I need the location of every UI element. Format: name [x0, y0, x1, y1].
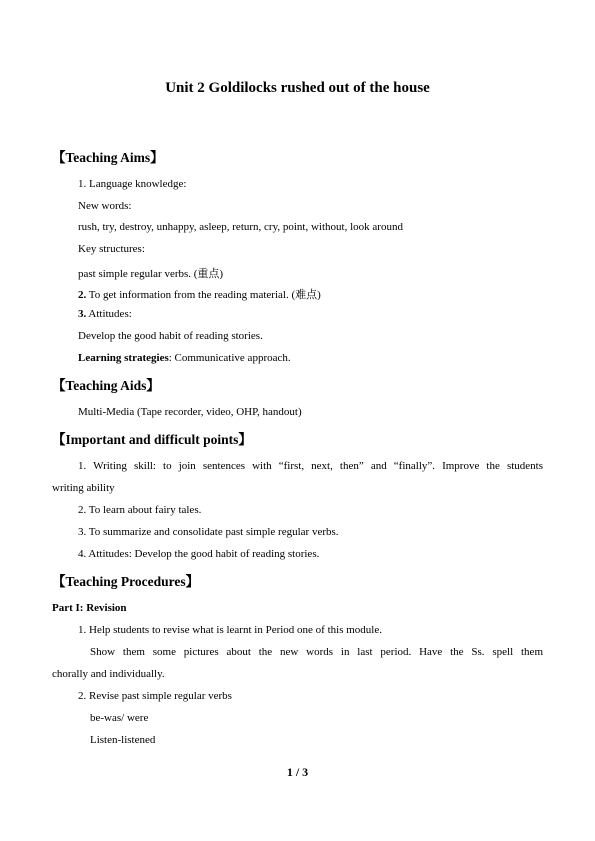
- learning-strategies-label: Learning strategies: [78, 352, 169, 364]
- procedure-item-1-detail: Show them some pictures about the new words in last period. Have the Ss. spell them: [90, 646, 543, 658]
- section-heading-teaching-aids: 【Teaching Aids】: [52, 378, 160, 393]
- procedure-item-1: 1. Help students to revise what is learnt in Period one of this module.: [78, 624, 382, 636]
- aims-line-learning-strategies: [78, 352, 291, 364]
- aims-reading-goal-text: To get information from the reading material. (难点): [86, 289, 321, 301]
- procedure-item-2: 2. Revise past simple regular verbs: [78, 690, 232, 702]
- points-line-fairy-tales: 2. To learn about fairy tales.: [78, 504, 202, 516]
- aims-line-language-knowledge: 1. Language knowledge:: [78, 178, 187, 190]
- learning-strategies-text: : Communicative approach.: [168, 352, 291, 364]
- aims-line-reading-goal: [78, 286, 321, 302]
- verb-example-be: be-was/ were: [90, 712, 149, 724]
- aims-number-2: 2.: [78, 289, 87, 301]
- aims-line-new-words: New words:: [78, 200, 132, 212]
- page-number: 1 / 3: [286, 765, 309, 779]
- points-line-writing-skill: 1. Writing skill: to join sentences with “first, next, then” and “finally”. Improve the students: [78, 460, 543, 472]
- section-heading-teaching-aims: 【Teaching Aims】: [52, 150, 164, 165]
- section-heading-teaching-procedures: 【Teaching Procedures】: [52, 574, 200, 589]
- document-title: Unit 2 Goldilocks rushed out of the house: [165, 80, 430, 96]
- aims-line-key-structures: Key structures:: [78, 243, 145, 255]
- aims-attitudes-text: Attitudes:: [86, 308, 132, 320]
- aims-number-3: 3.: [78, 308, 87, 320]
- verb-example-listen: Listen-listened: [90, 734, 156, 746]
- aims-line-attitudes: [78, 308, 132, 320]
- points-line-attitudes: 4. Attitudes: Develop the good habit of reading stories.: [78, 548, 320, 560]
- aims-line-habit: Develop the good habit of reading stories.: [78, 330, 263, 342]
- aims-line-structure-detail: past simple regular verbs. (重点): [78, 268, 224, 280]
- aids-line-multimedia: Multi-Media (Tape recorder, video, OHP, handout): [78, 406, 302, 418]
- aims-line-word-list: rush, try, destroy, unhappy, asleep, return, cry, point, without, look around: [78, 221, 403, 233]
- procedure-item-1-detail-cont: chorally and individually.: [52, 668, 165, 680]
- points-line-writing-ability: writing ability: [52, 482, 115, 494]
- section-heading-important-points: 【Important and difficult points】: [52, 432, 252, 447]
- part-1-revision-heading: Part I: Revision: [52, 602, 127, 614]
- points-line-summarize: 3. To summarize and consolidate past simple regular verbs.: [78, 526, 339, 538]
